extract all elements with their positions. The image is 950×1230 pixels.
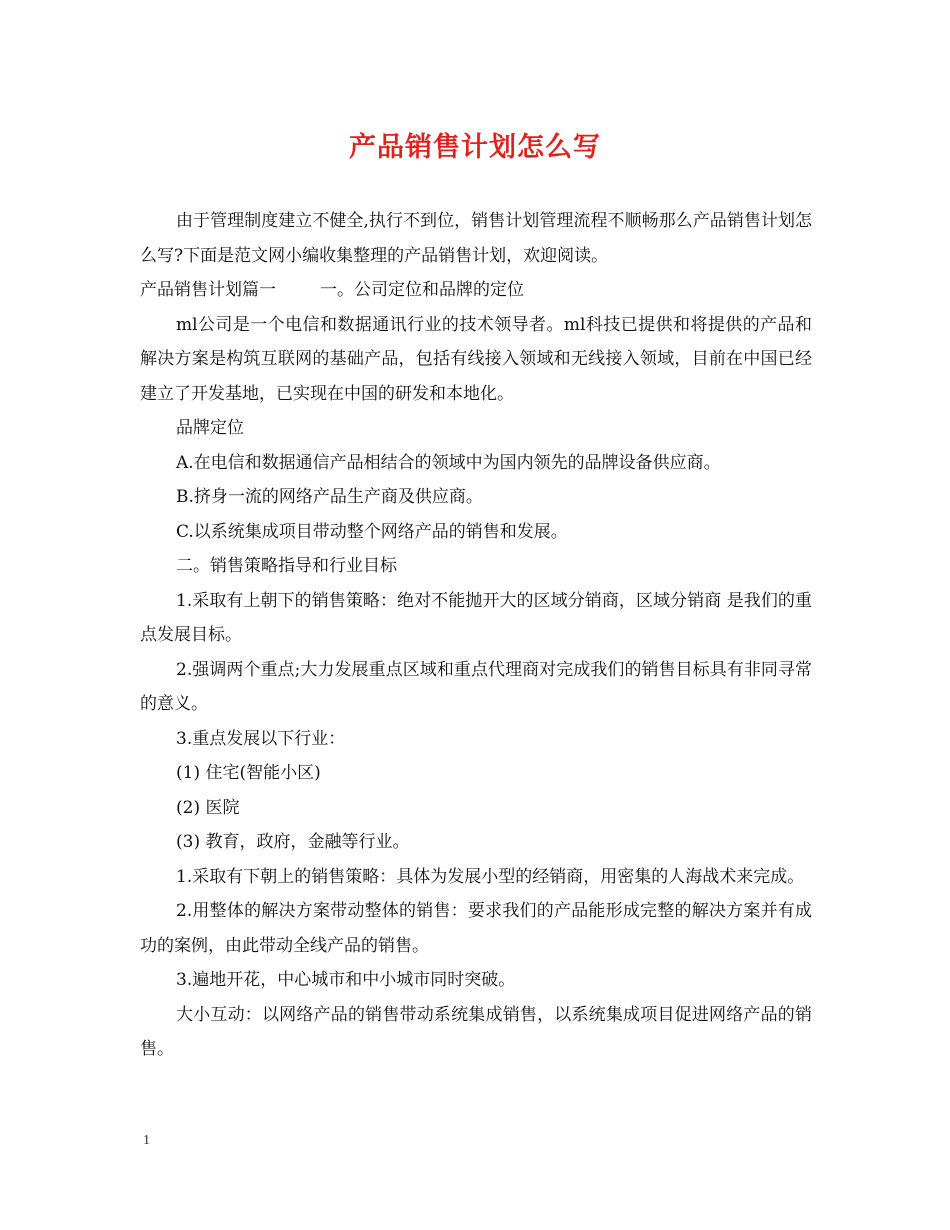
section-article-label: 产品销售计划篇一 [140, 280, 276, 300]
industry-item-3: (3) 教育，政府，金融等行业。 [176, 832, 410, 852]
brand-item-a: A.在电信和数据通信产品相结合的领域中为国内领先的品牌设备供应商。 [176, 452, 721, 473]
strategy-item-2: 2.强调两个重点;大力发展重点区域和重点代理商对完成我们的销售目标具有非同寻常的意义。 [140, 659, 812, 714]
document-body [140, 204, 812, 1067]
brand-positioning-heading: 品牌定位 [176, 418, 244, 438]
document-title: 产品销售计划怎么写 [349, 132, 601, 163]
section-heading: 一。公司定位和品牌的定位 [320, 280, 524, 300]
tactic-item-2: 2.用整体的解决方案带动整体的销售：要求我们的产品能形成完整的解决方案并有成功的案例，由此带动全线产品的销售。 [140, 901, 812, 956]
interaction-paragraph: 大小互动：以网络产品的销售带动系统集成销售，以系统集成项目促进网络产品的销售。 [140, 1004, 812, 1059]
page-number: 1 [143, 1133, 150, 1148]
tactic-item-1: 1.采取有下朝上的销售策略：具体为发展小型的经销商，用密集的人海战术来完成。 [176, 866, 805, 887]
strategy-item-1: 1.采取有上朝下的销售策略：绝对不能抛开大的区域分销商，区域分销商 是我们的重点发展目标。 [140, 590, 812, 645]
strategy-heading: 二。销售策略指导和行业目标 [176, 556, 397, 576]
brand-item-c: C.以系统集成项目带动整个网络产品的销售和发展。 [176, 521, 568, 542]
brand-item-b: B.挤身一流的网络产品生产商及供应商。 [176, 487, 483, 507]
intro-paragraph: 由于管理制度建立不健全,执行不到位，销售计划管理流程不顺畅那么产品销售计划怎么写?下面是范文网小编收集整理的产品销售计划，欢迎阅读。 [140, 211, 812, 266]
industry-item-1: (1) 住宅(智能小区) [176, 763, 321, 783]
industry-item-2: (2) 医院 [176, 797, 240, 818]
section-heading-line [140, 273, 812, 308]
strategy-item-3: 3.重点发展以下行业： [176, 728, 346, 749]
tactic-item-3: 3.遍地开花，中心城市和中小城市同时突破。 [176, 970, 516, 990]
company-paragraph: ml公司是一个电信和数据通讯行业的技术领导者。ml科技已提供和将提供的产品和解决方案是构筑互联网的基础产品，包括有线接入领域和无线接入领域，目前在中国已经建立了开发基地，已实现在中国的研发和本地化。 [140, 314, 812, 404]
